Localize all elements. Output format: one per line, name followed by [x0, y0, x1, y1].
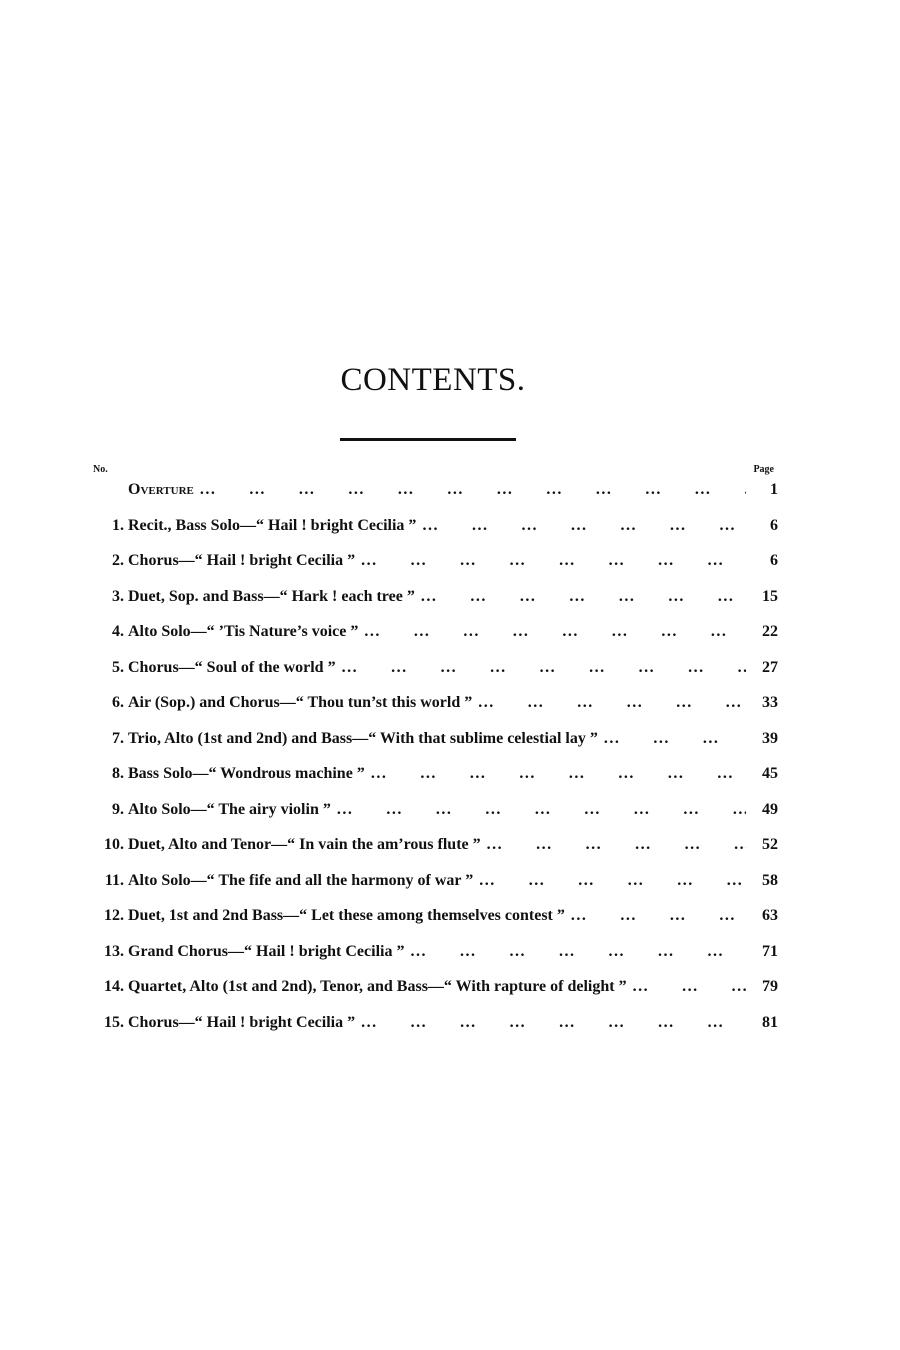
- entry-title: Duet, Sop. and Bass—“ Hark ! each tree ”: [128, 587, 415, 605]
- entry-number: 9.: [112, 800, 124, 818]
- entry-number: 3.: [112, 587, 124, 605]
- entry-page: 52: [762, 836, 778, 853]
- dot-leader: [479, 863, 746, 899]
- entry-page: 39: [762, 729, 778, 747]
- entry-number: 5.: [112, 658, 124, 676]
- contents-entry: [88, 898, 778, 934]
- entry-page: 6: [770, 516, 778, 534]
- dot-leader: [604, 721, 746, 757]
- dot-leader: [633, 969, 746, 1005]
- entry-page: 45: [762, 765, 778, 782]
- dot-leader: [361, 1005, 746, 1041]
- entry-title: Quartet, Alto (1st and 2nd), Tenor, and Bass—“ With rapture of delight ”: [128, 978, 627, 995]
- contents-entry: [88, 934, 778, 970]
- dot-leader: [337, 792, 746, 828]
- column-header-page: Page: [753, 464, 774, 475]
- entry-page: 49: [762, 800, 778, 818]
- contents-entry: [88, 650, 778, 686]
- dot-leader: [571, 898, 746, 934]
- entry-page: 71: [762, 942, 778, 960]
- entry-title: Chorus—“ Soul of the world ”: [128, 658, 336, 676]
- entry-number: 1.: [112, 516, 124, 534]
- entry-number: 14.: [104, 978, 124, 995]
- entry-number: 8.: [112, 765, 124, 782]
- entry-title: Duet, Alto and Tenor—“ In vain the am’rous flute ”: [128, 836, 481, 853]
- dot-leader: [422, 508, 746, 544]
- entry-title: Chorus—“ Hail ! bright Cecilia ”: [128, 1013, 356, 1031]
- contents-entry: [88, 756, 778, 792]
- entry-page: 15: [762, 587, 778, 605]
- entry-title: Grand Chorus—“ Hail ! bright Cecilia ”: [128, 942, 405, 960]
- entry-page: 27: [762, 658, 778, 676]
- contents-entry: [88, 685, 778, 721]
- entry-title: Alto Solo—“ The fife and all the harmony of war ”: [128, 871, 474, 889]
- entry-title: Alto Solo—“ The airy violin ”: [128, 800, 331, 818]
- entry-title: Air (Sop.) and Chorus—“ Thou tun’st this world ”: [128, 694, 473, 711]
- entry-title: Bass Solo—“ Wondrous machine ”: [128, 765, 365, 782]
- entry-title: Overture: [128, 481, 194, 498]
- contents-entry: [88, 579, 778, 615]
- dot-leader: [478, 685, 746, 721]
- contents-entry: [88, 614, 778, 650]
- contents-entry: [88, 543, 778, 579]
- entry-title: Recit., Bass Solo—“ Hail ! bright Cecilia ”: [128, 516, 417, 534]
- dot-leader: [487, 827, 746, 863]
- title-rule: [340, 438, 516, 441]
- dot-leader: [421, 579, 746, 615]
- contents-entry: [88, 792, 778, 828]
- contents-entry: [88, 969, 778, 1005]
- page-title: CONTENTS.: [340, 362, 526, 398]
- dot-leader: [364, 614, 746, 650]
- entry-number: 10.: [104, 836, 124, 853]
- entry-title: Alto Solo—“ ’Tis Nature’s voice ”: [128, 623, 359, 640]
- entry-page: 22: [762, 623, 778, 640]
- entry-number: 7.: [112, 729, 124, 747]
- contents-entry: [88, 827, 778, 863]
- contents-list: [88, 472, 778, 1040]
- entry-number: 12.: [104, 907, 124, 924]
- contents-entry: [88, 508, 778, 544]
- dot-leader: [342, 650, 746, 686]
- dot-leader: [410, 934, 746, 970]
- entry-number: 13.: [104, 942, 124, 960]
- entry-page: 63: [762, 907, 778, 924]
- contents-entry: [88, 863, 778, 899]
- entry-page: 79: [762, 978, 778, 995]
- entry-page: 81: [762, 1013, 778, 1031]
- entry-number: 6.: [112, 694, 124, 711]
- entry-page: 33: [762, 694, 778, 711]
- entry-page: 6: [770, 552, 778, 569]
- entry-number: 11.: [104, 871, 124, 889]
- entry-title: Trio, Alto (1st and 2nd) and Bass—“ With that sublime celestial lay ”: [128, 729, 598, 747]
- dot-leader: [200, 472, 746, 508]
- entry-number: 15.: [104, 1013, 124, 1031]
- entry-page: 1: [770, 481, 778, 498]
- contents-entry: [88, 721, 778, 757]
- dot-leader: [361, 543, 746, 579]
- entry-page: 58: [762, 871, 778, 889]
- contents-entry: [88, 472, 778, 508]
- contents-entry: [88, 1005, 778, 1041]
- dot-leader: [371, 756, 746, 792]
- entry-title: Duet, 1st and 2nd Bass—“ Let these among themselves contest ”: [128, 907, 565, 924]
- entry-number: 2.: [112, 552, 124, 569]
- column-header-no: No.: [93, 464, 108, 475]
- entry-number: 4.: [112, 623, 124, 640]
- entry-title: Chorus—“ Hail ! bright Cecilia ”: [128, 552, 356, 569]
